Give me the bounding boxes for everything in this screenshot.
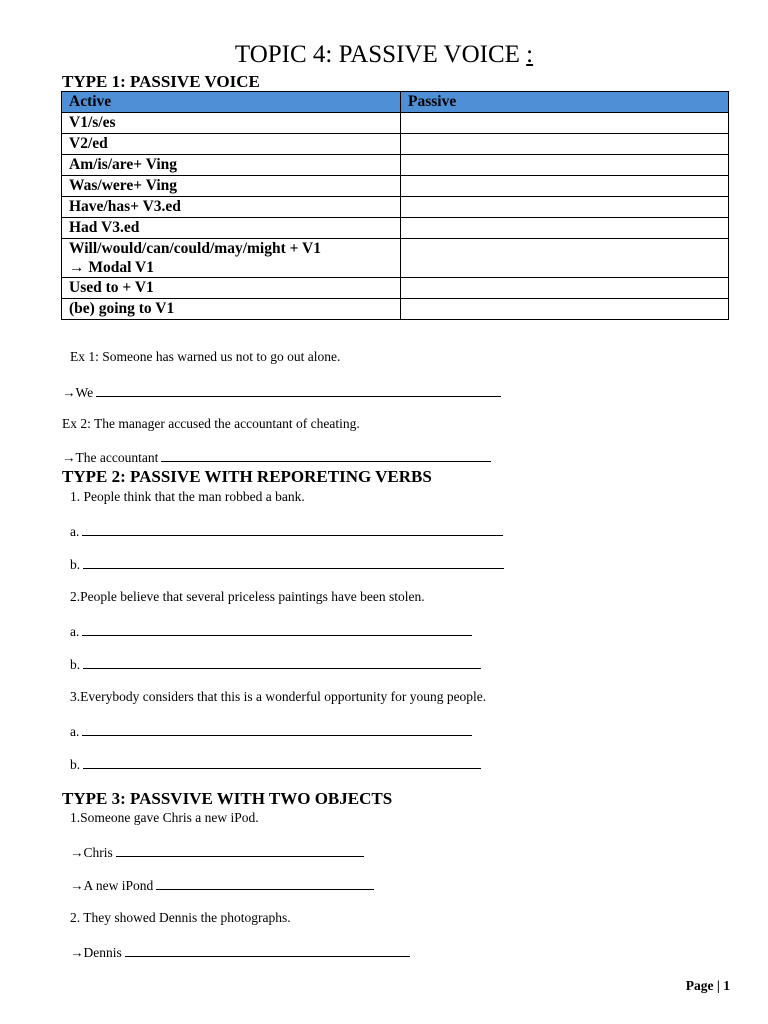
answer-label-a: a. (70, 724, 80, 739)
active-cell (62, 239, 401, 278)
column-header-active: Active (62, 92, 401, 113)
type2-item-3: 3.Everybody considers that this is a wonderful opportunity for young people. (70, 689, 487, 704)
active-cell: V1/s/es (62, 113, 401, 134)
type2-item-2: 2.People believe that several priceless paintings have been stolen. (70, 589, 425, 604)
type2-item-3-a (70, 723, 472, 740)
answer-blank[interactable] (82, 523, 503, 536)
example-1-prompt: Ex 1: Someone has warned us not to go out alone. (70, 349, 341, 364)
page-number: Page | 1 (685, 978, 730, 993)
table-row (62, 239, 729, 278)
passive-cell[interactable] (401, 299, 729, 320)
active-cell: Was/were+ Ving (62, 176, 401, 197)
type3-answer-chris (70, 844, 364, 861)
example-2-prompt: Ex 2: The manager accused the accountant of cheating. (62, 416, 360, 431)
table-row (62, 218, 729, 239)
answer-label-b: b. (70, 657, 81, 672)
type2-item-1: 1. People think that the man robbed a bank. (70, 489, 305, 504)
answer-blank[interactable] (161, 449, 491, 462)
verb-forms-table (61, 91, 729, 320)
type1-heading: TYPE 1: PASSIVE VOICE (62, 72, 260, 91)
page-title-tail: : (526, 41, 534, 68)
answer-label-a: a. (70, 524, 80, 539)
answer-blank[interactable] (96, 384, 501, 397)
table-row (62, 113, 729, 134)
type3-item-2: 2. They showed Dennis the photographs. (70, 910, 291, 925)
type3-answer-dennis (70, 944, 410, 961)
passive-cell[interactable] (401, 218, 729, 239)
active-cell: V2/ed (62, 134, 401, 155)
table-row (62, 176, 729, 197)
example-1-answer (62, 384, 501, 401)
passive-cell[interactable] (401, 155, 729, 176)
type3-answer-ipod (70, 877, 374, 894)
type3-heading: TYPE 3: PASSVIVE WITH TWO OBJECTS (62, 789, 393, 808)
active-cell-line: Will/would/can/could/may/might + V1 (69, 240, 321, 257)
table-row (62, 134, 729, 155)
table-row (62, 278, 729, 299)
type2-item-2-a (70, 623, 472, 640)
type2-item-1-b (70, 556, 504, 573)
answer-label-a: a. (70, 624, 80, 639)
active-cell: Had V3.ed (62, 218, 401, 239)
table-row (62, 155, 729, 176)
active-cell: Have/has+ V3.ed (62, 197, 401, 218)
type2-item-3-b (70, 756, 481, 773)
page-title (0, 40, 768, 70)
example-2-answer (62, 449, 491, 466)
active-cell-line: → Modal V1 (69, 259, 154, 276)
answer-blank[interactable] (82, 723, 472, 736)
type2-item-1-a (70, 523, 503, 540)
answer-blank[interactable] (125, 944, 410, 957)
type3-item-1: 1.Someone gave Chris a new iPod. (70, 810, 259, 825)
answer-blank[interactable] (156, 877, 374, 890)
passive-cell[interactable] (401, 113, 729, 134)
answer-label: →Chris (70, 845, 113, 860)
example-2-answer-label: →The accountant (62, 450, 159, 465)
active-cell: (be) going to V1 (62, 299, 401, 320)
type2-heading: TYPE 2: PASSIVE WITH REPORETING VERBS (62, 467, 432, 486)
answer-label-b: b. (70, 557, 81, 572)
answer-label: →Dennis (70, 945, 122, 960)
passive-cell[interactable] (401, 278, 729, 299)
table-row (62, 197, 729, 218)
passive-cell[interactable] (401, 176, 729, 197)
type2-item-2-b (70, 656, 481, 673)
passive-cell[interactable] (401, 134, 729, 155)
table-header-row (62, 92, 729, 113)
passive-cell[interactable] (401, 197, 729, 218)
passive-cell[interactable] (401, 239, 729, 278)
answer-label: →A new iPond (70, 878, 154, 893)
column-header-passive: Passive (401, 92, 729, 113)
answer-blank[interactable] (83, 656, 481, 669)
active-cell: Am/is/are+ Ving (62, 155, 401, 176)
answer-blank[interactable] (83, 756, 481, 769)
answer-blank[interactable] (83, 556, 504, 569)
table-row (62, 299, 729, 320)
page-title-main: TOPIC 4: PASSIVE VOICE (234, 41, 520, 68)
answer-label-b: b. (70, 757, 81, 772)
active-cell: Used to + V1 (62, 278, 401, 299)
example-1-answer-label: →We (62, 385, 94, 400)
answer-blank[interactable] (116, 844, 364, 857)
answer-blank[interactable] (82, 623, 472, 636)
